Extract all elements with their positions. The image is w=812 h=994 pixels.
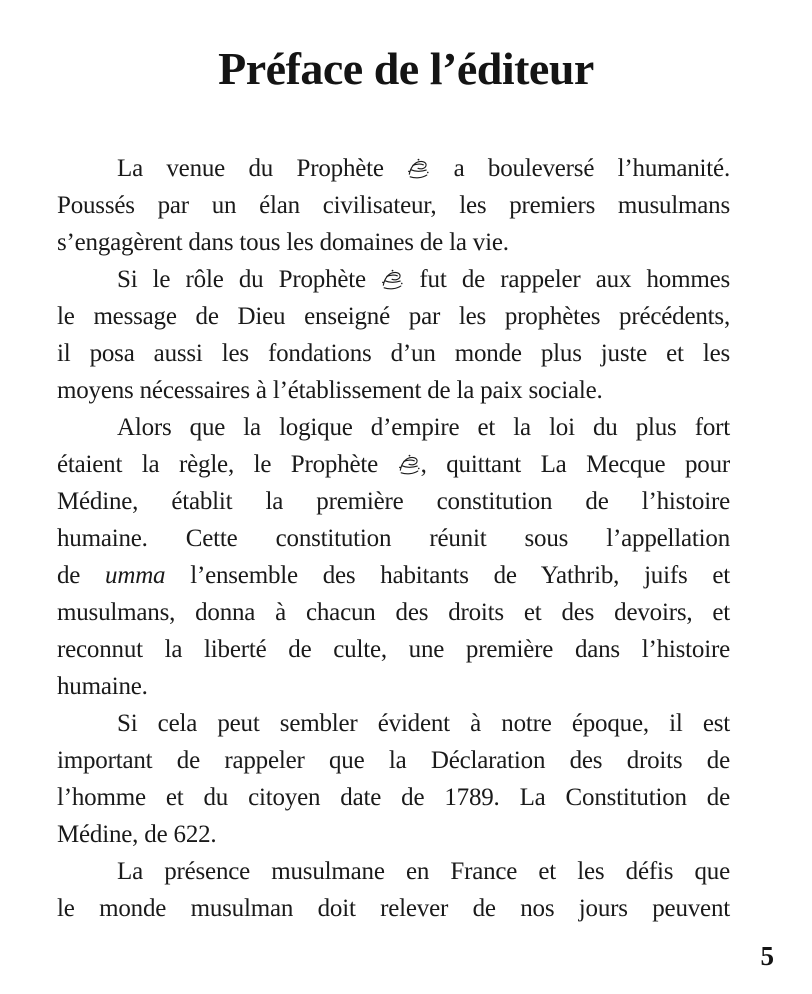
text-line [57,742,730,779]
paragraph [57,261,730,409]
italic-term: umma [105,562,166,589]
text-line [57,409,730,446]
text-line [57,594,730,631]
text-segment: le message de Dieu enseigné par les prophètes précédents, [57,303,730,330]
text-segment: Alors que la logique d’empire et la loi du plus fort [117,414,730,441]
text-line [57,150,730,187]
text-line [57,335,730,372]
text-segment: Si le rôle du Prophète [117,266,382,293]
text-segment: important de rappeler que la Déclaration des droits de [57,747,730,774]
text-segment: La présence musulmane en France et les défis que [117,858,730,885]
page-title: Préface de l’éditeur [218,43,594,94]
text-line [57,298,730,335]
text-segment: Médine, établit la première constitution de l’histoire [57,488,730,515]
text-segment: , quittant La Mecque pour [420,451,730,478]
paragraph [57,150,730,261]
body-text [57,150,730,927]
prophet-honorific-icon [381,269,404,290]
text-segment: Poussés par un élan civilisateur, les premiers musulmans [57,192,730,219]
text-segment: a bouleversé l’humanité. [430,155,730,182]
page-number: 5 [760,941,774,971]
text-line [57,446,730,483]
text-line [57,631,730,668]
paragraph [57,705,730,853]
text-line [57,483,730,520]
text-segment: humaine. [57,673,148,700]
text-segment: reconnut la liberté de culte, une première dans l’histoire [57,636,730,663]
prophet-honorific-icon [398,454,421,475]
text-line [57,187,730,224]
text-line [57,520,730,557]
text-segment: Médine, de 622. [57,821,217,848]
text-line [57,372,730,409]
text-line [57,224,730,261]
text-line [57,816,730,853]
text-line [57,853,730,890]
paragraph [57,853,730,927]
text-segment: il posa aussi les fondations d’un monde plus juste et les [57,340,730,367]
text-segment: le monde musulman doit relever de nos jours peuvent [57,895,730,922]
text-segment: humaine. Cette constitution réunit sous l’appellation [57,525,730,552]
text-segment: moyens nécessaires à l’établissement de la paix sociale. [57,377,603,404]
text-segment: l’ensemble des habitants de Yathrib, juifs et [165,562,730,589]
text-segment: étaient la règle, le Prophète [57,451,398,478]
text-segment: fut de rappeler aux hommes [404,266,731,293]
text-segment: l’homme et du citoyen date de 1789. La Constitution de [57,784,730,811]
text-segment: s’engagèrent dans tous les domaines de la vie. [57,229,509,256]
text-line [57,557,730,594]
prophet-honorific-icon [407,158,430,179]
text-line [57,890,730,927]
text-segment: La venue du Prophète [117,155,408,182]
text-line [57,705,730,742]
text-line [57,668,730,705]
paragraph [57,409,730,705]
text-segment: musulmans, donna à chacun des droits et des devoirs, et [57,599,730,626]
text-segment: Si cela peut sembler évident à notre époque, il est [117,710,730,737]
text-line [57,779,730,816]
text-segment: de [57,562,106,589]
text-line [57,261,730,298]
